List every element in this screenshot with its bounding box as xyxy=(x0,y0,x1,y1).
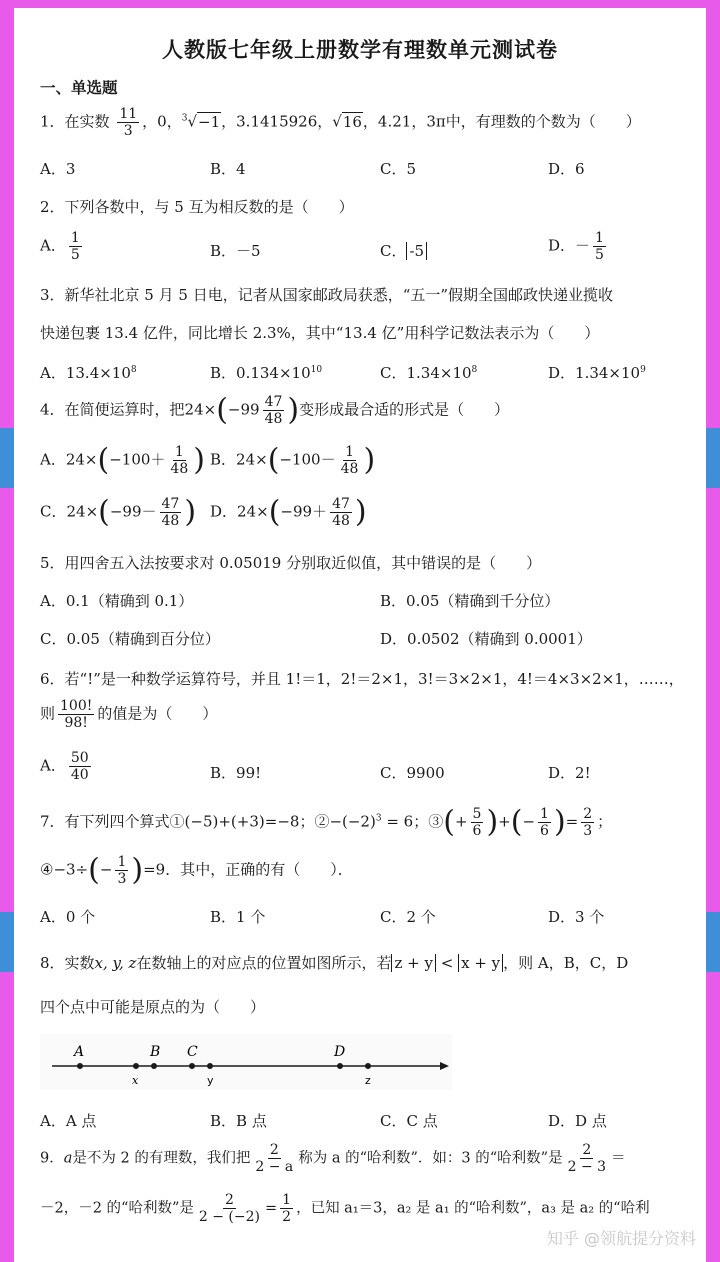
q5-option-d[interactable]: D．0.0502（精确到 0.0001） xyxy=(380,630,592,648)
label-D: D xyxy=(334,1044,346,1060)
label-A: A xyxy=(74,1044,85,1060)
label-x: x xyxy=(132,1074,139,1087)
question-2: 2．下列各数中，与 5 互为相反数的是（ ） xyxy=(40,198,354,216)
point-x xyxy=(133,1063,139,1069)
question-1: 1．在实数 $\frac{11}{3}$ ，0，$^3$√−1，3.1415926，√16，4.21，3π中，有理数的个数为（ ） xyxy=(40,106,641,140)
q2-option-c[interactable]: C． -5 xyxy=(380,240,427,261)
q6-option-a[interactable]: A． $\frac{50}{40}$ xyxy=(40,750,89,784)
q1-option-b[interactable]: B．4 xyxy=(210,160,246,178)
question-6-line-2: 则 $\frac{100!}{98!}$ 的值是为（ ） xyxy=(40,698,218,732)
page-title: 人教版七年级上册数学有理数单元测试卷 xyxy=(162,38,558,62)
q3-option-d[interactable]: D．$1.34\times 10^9$ xyxy=(548,364,646,382)
number-line-svg xyxy=(40,1034,452,1090)
q6-option-b[interactable]: B．99! xyxy=(210,764,262,782)
q7-option-a[interactable]: A．0 个 xyxy=(40,908,96,926)
watermark: 知乎 @领航提分资料 xyxy=(546,1229,696,1248)
label-z: z xyxy=(365,1074,371,1087)
label-y: y xyxy=(207,1074,214,1087)
question-4: 4．在简便运算时，把24×(−99 $\frac{47}{48}$ )变形成最合适的形式是（ ） xyxy=(40,392,510,428)
q2-option-a[interactable]: A． $\frac{1}{5}$ xyxy=(40,230,80,264)
q5-option-a[interactable]: A．0.1（精确到 0.1） xyxy=(40,592,194,610)
question-7-line-1: 7．有下列四个算式①(−5)+(+3)=−8；$②-(-2)^3 = 6$；③(+ $\frac{5}{6}$ )+(− $\frac{1}{6}$ )= $\frac{2}{3}$ ； xyxy=(40,804,613,840)
point-A xyxy=(77,1063,83,1069)
point-y xyxy=(207,1063,213,1069)
question-6-line-1: 6．若“!”是一种数学运算符号，并且 1!＝1，2!＝2×1，3!＝3×2×1，4!＝4×3×2×1，……， xyxy=(40,670,684,688)
question-5: 5．用四舍五入法按要求对 0.05019 分别取近似值，其中错误的是（ ） xyxy=(40,554,542,572)
point-C xyxy=(189,1063,195,1069)
label-B: B xyxy=(150,1044,161,1060)
section-title: 一、单选题 xyxy=(40,79,118,97)
q4-option-a[interactable]: A．24×(−100＋ $\frac{1}{48}$ ) xyxy=(40,442,205,478)
question-3-line-2: 快递包裹 13.4 亿件，同比增长 2.3%，其中“13.4 亿”用科学记数法表示为（ ） xyxy=(40,324,600,342)
q4-option-b[interactable]: B．24×(−100－ $\frac{1}{48}$ ) xyxy=(210,442,376,478)
q6-option-d[interactable]: D．2! xyxy=(548,764,591,782)
question-9-line-2: －2，－2 的“哈利数”是 $\frac{2}{2 - (-2)}$ = $\frac{1}{2}$ ，已知 a₁＝3，a₂ 是 a₁ 的“哈利数”，a₃ 是 a₂ 的“哈利 xyxy=(40,1192,650,1226)
point-z xyxy=(365,1063,371,1069)
q1-option-c[interactable]: C．5 xyxy=(380,160,417,178)
q7-option-d[interactable]: D．3 个 xyxy=(548,908,605,926)
question-9-line-1: 9．a是不为 2 的有理数，我们把 $\frac{2}{2 - a}$ 称为 a 的“哈利数”．如：3 的“哈利数”是 $\frac{2}{2 - 3}$ ＝ xyxy=(40,1142,626,1176)
q8-option-b[interactable]: B．B 点 xyxy=(210,1112,267,1130)
q1-fraction: $\frac{11}{3}$ xyxy=(119,106,138,140)
q7-option-b[interactable]: B．1 个 xyxy=(210,908,266,926)
label-C: C xyxy=(187,1044,198,1060)
q3-option-b[interactable]: B．$0.134\times 10^{10}$ xyxy=(210,364,323,382)
question-8-line-1: 8．实数x, y, z在数轴上的对应点的位置如图所示，若 z + y < x + y ，则 A，B，C，D xyxy=(40,954,629,972)
point-B xyxy=(151,1063,157,1069)
question-3-line-1: 3．新华社北京 5 月 5 日电，记者从国家邮政局获悉，“五一”假期全国邮政快递业揽收 xyxy=(40,286,614,304)
q4-option-c[interactable]: C．24×(−99－ $\frac{47}{48}$ ) xyxy=(40,494,197,530)
point-D xyxy=(337,1063,343,1069)
figure-background xyxy=(40,1034,452,1090)
q4-option-d[interactable]: D．24×(−99＋ $\frac{47}{48}$ ) xyxy=(210,494,367,530)
q5-option-c[interactable]: C．0.05（精确到百分位） xyxy=(40,630,220,648)
q7-option-c[interactable]: C．2 个 xyxy=(380,908,436,926)
q2-option-d[interactable]: D．－ $\frac{1}{5}$ xyxy=(548,230,604,264)
question-8-line-2: 四个点中可能是原点的为（ ） xyxy=(40,998,266,1016)
exam-paper xyxy=(14,8,706,1262)
q3-option-a[interactable]: A．$13.4\times 10^8$ xyxy=(40,364,137,382)
q8-option-c[interactable]: C．C 点 xyxy=(380,1112,438,1130)
question-7-line-2: ④−3÷(− $\frac{1}{3}$ )=9．其中，正确的有（ ）． xyxy=(40,852,353,888)
number-line-figure xyxy=(40,1034,452,1090)
q1-option-a[interactable]: A．3 xyxy=(40,160,76,178)
q5-option-b[interactable]: B．0.05（精确到千分位） xyxy=(380,592,560,610)
q2-option-b[interactable]: B．－5 xyxy=(210,242,261,260)
q3-option-c[interactable]: C．$1.34\times 10^8$ xyxy=(380,364,478,382)
q1-option-d[interactable]: D．6 xyxy=(548,160,585,178)
q8-option-d[interactable]: D．D 点 xyxy=(548,1112,607,1130)
q6-option-c[interactable]: C．9900 xyxy=(380,764,445,782)
q8-option-a[interactable]: A．A 点 xyxy=(40,1112,97,1130)
